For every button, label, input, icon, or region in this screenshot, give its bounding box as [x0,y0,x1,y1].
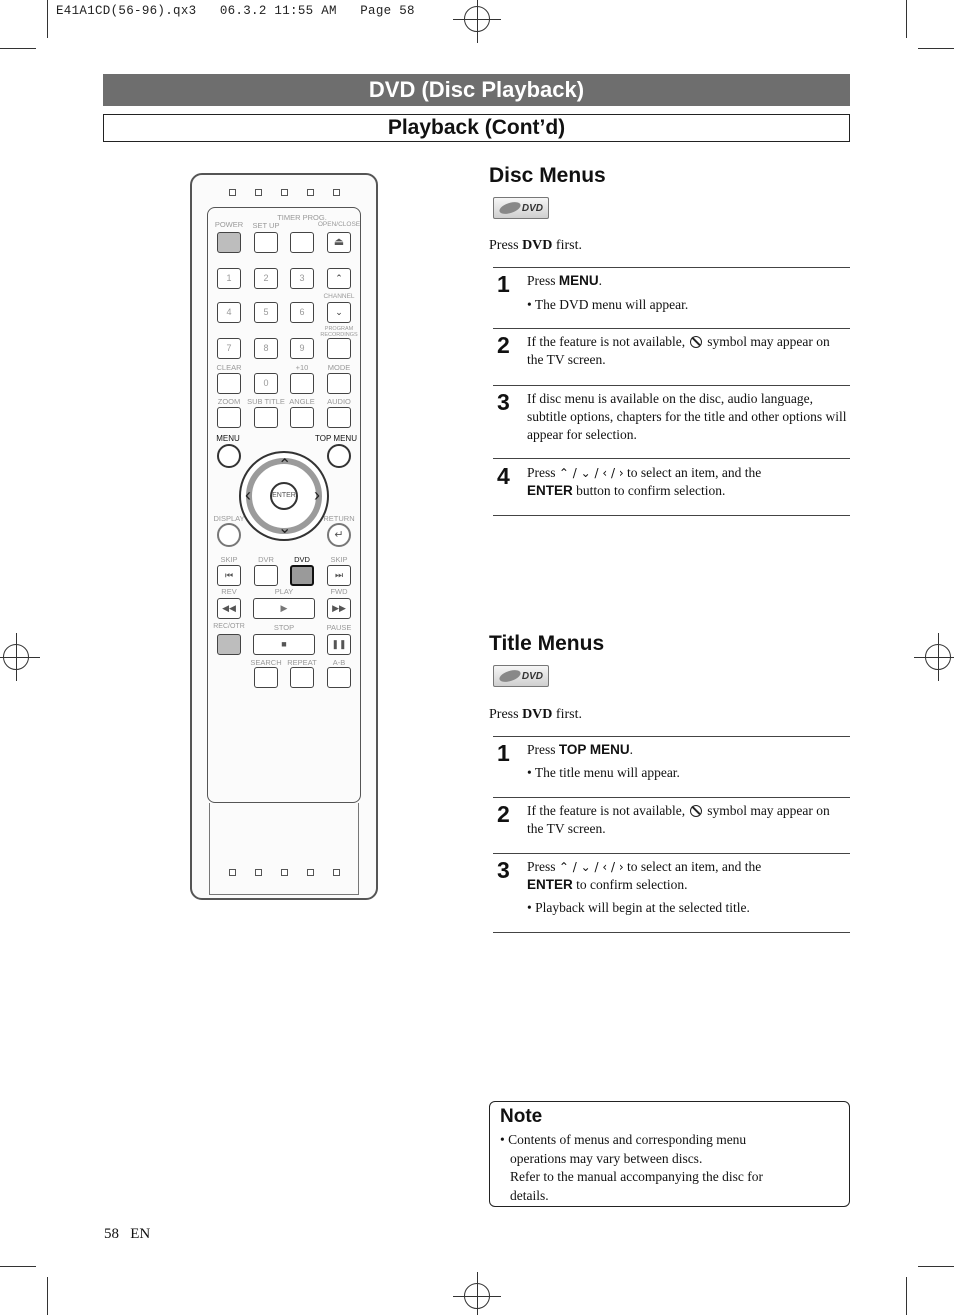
channel-down-button[interactable] [327,302,351,323]
title-step-1 [527,741,847,782]
eject-button[interactable] [327,232,351,253]
press-text: first. [552,238,582,253]
eject-icon: ⏏ [333,236,345,248]
program-button[interactable] [327,338,351,359]
disc-step-3: If disc menu is available on the disc, audio language, subtitle options, chapters for the title and other options will appear for selection. [527,391,847,442]
digit-9-button[interactable]: 9 [290,338,314,359]
step-text: button to confirm selection. [572,483,726,498]
plus10-label: +10 [295,363,309,372]
rule [493,458,850,459]
power-label: POWER [214,220,244,229]
down-arrow-icon[interactable]: ⌄ [278,520,292,537]
zoom-button[interactable] [217,407,241,428]
step-text: to select an item, and the [627,859,762,874]
skip-fwd-icon: ⏭ [334,570,344,580]
prohibited-icon [690,805,702,817]
digit-4-button[interactable]: 4 [217,302,241,323]
step-text: If the feature is not available, [527,803,686,818]
note-title: Note [500,1106,543,1127]
remote-led [229,189,236,196]
dvr-label: DVR [258,555,274,564]
press-key: DVD [522,238,553,253]
registration-mark [3,644,29,670]
mode-label: MODE [327,363,351,372]
topmenu-label: TOP MENU [315,434,357,443]
registration-mark [925,644,951,670]
subtitle-button[interactable] [254,407,278,428]
key-name: ENTER [527,877,573,892]
key-name: TOP MENU [558,742,630,757]
step-bullet: • Playback will begin at the selected title. [527,900,750,915]
note-line: operations may vary between discs. [510,1150,703,1166]
remote-led [307,869,314,876]
rule [493,385,850,386]
disc-step-4 [527,464,847,500]
audio-label: AUDIO [327,397,351,406]
arrow-keys-icon: ⌃ / ⌄ / ‹ / › [558,860,624,874]
note-line: Refer to the manual accompanying the disc for [510,1169,764,1184]
clear-label: CLEAR [216,363,242,372]
openclose-label: OPEN/CLOSE [317,221,361,228]
digit-2-button[interactable]: 2 [254,268,278,289]
key-name: ENTER [527,483,573,498]
prohibited-icon [690,336,702,348]
dvd-button[interactable] [290,565,314,586]
step-number: 3 [497,857,510,883]
search-label: SEARCH [250,658,282,667]
skip-fwd-button[interactable] [327,565,351,586]
registration-mark [464,6,490,32]
remote-led [255,189,262,196]
step-bullet: • The title menu will appear. [527,765,680,780]
step-bullet: • The DVD menu will appear. [527,297,689,312]
step-number: 1 [497,271,510,297]
step-text: to confirm selection. [572,877,688,892]
up-arrow-icon[interactable]: ⌃ [278,457,292,474]
print-slug: E41A1CD(56-96).qx3 06.3.2 11:55 AM Page 58 [56,4,415,18]
crop-mark [906,1277,907,1315]
left-arrow-icon[interactable]: ‹ [245,485,251,505]
right-arrow-icon[interactable]: › [314,485,320,505]
return-icon: ↵ [334,529,344,541]
crop-mark [0,48,36,49]
play-icon: ▶ [280,603,288,613]
step-text: . [598,273,603,288]
step-text: Press [527,465,556,480]
display-button[interactable] [217,523,241,547]
fwd-label: FWD [330,587,348,596]
remote-led [255,869,262,876]
crop-mark [918,1266,954,1267]
crop-mark [906,0,907,38]
note-body [500,1131,840,1205]
skip-fwd-label: SKIP [330,555,348,564]
rec-otr-button[interactable] [217,634,241,655]
dvd-label: DVD [294,555,310,564]
skip-back-button[interactable] [217,565,241,586]
step-number: 3 [497,389,510,415]
rule [493,932,850,933]
digit-3-button[interactable]: 3 [290,268,314,289]
return-button[interactable] [327,523,351,547]
play-label: PLAY [274,587,294,596]
section-subtitle: Playback (Cont’d) [103,114,850,142]
repeat-button[interactable] [290,667,314,688]
pause-button[interactable] [327,634,351,655]
remote-led [333,189,340,196]
key-name: MENU [558,273,599,288]
subtitle-label: SUB TITLE [247,397,285,406]
audio-button[interactable] [327,407,351,428]
clear-button[interactable] [217,373,241,394]
topmenu-button[interactable] [327,444,351,468]
title-press-instruction [489,707,582,723]
dvr-button[interactable] [254,565,278,586]
repeat-label: REPEAT [287,658,317,667]
note-line: details. [510,1187,549,1203]
crop-mark [918,48,954,49]
ab-label: A-B [332,658,346,667]
digit-0-button[interactable]: 0 [254,373,278,394]
press-text: Press [489,707,523,722]
angle-label: ANGLE [289,397,315,406]
rev-button[interactable] [217,598,241,619]
title-step-2 [527,802,847,838]
return-label: RETURN [323,514,355,523]
rule [493,267,850,268]
remote-bottom-panel [209,803,359,895]
step-number: 4 [497,463,510,489]
step-number: 2 [497,332,510,358]
digit-5-button[interactable]: 5 [254,302,278,323]
menu-label: MENU [216,434,240,443]
search-button[interactable] [254,667,278,688]
plus10-button[interactable] [290,373,314,394]
digit-1-button[interactable]: 1 [217,268,241,289]
registration-mark [464,1283,490,1309]
stop-label: STOP [273,623,295,632]
disc-step-2 [527,333,847,369]
fast-forward-icon: ▶▶ [332,603,346,613]
note-box [489,1101,850,1207]
timer-prog-button[interactable] [290,232,314,253]
setup-button[interactable] [254,232,278,253]
play-button[interactable] [253,598,315,619]
step-text: . [629,742,634,757]
step-text: symbol may appear on the TV screen. [527,334,830,367]
title-step-3 [527,858,847,917]
ab-button[interactable] [327,667,351,688]
rule [493,328,850,329]
power-button[interactable] [217,232,241,253]
digit-6-button[interactable]: 6 [290,302,314,323]
channel-up-button[interactable] [327,268,351,289]
crop-mark [47,0,48,38]
remote-led [307,189,314,196]
remote-led [229,869,236,876]
fwd-button[interactable] [327,598,351,619]
pause-label: PAUSE [326,623,352,632]
dvd-disc-icon: DVD [493,197,549,219]
angle-button[interactable] [290,407,314,428]
enter-button[interactable]: ENTER [270,482,298,510]
step-text: Press [527,273,559,288]
step-number: 1 [497,740,510,766]
crop-mark [47,1277,48,1315]
skip-back-label: SKIP [220,555,238,564]
stop-button[interactable] [253,634,315,655]
channel-label: CHANNEL [323,293,355,300]
step-text: to select an item, and the [627,465,762,480]
dvd-disc-icon: DVD [493,665,549,687]
step-text: Press [527,859,556,874]
timer-label: TIMER PROG. [277,213,327,222]
press-key: DVD [522,707,553,722]
skip-back-icon: ⏮ [224,570,234,580]
rule [493,853,850,854]
step-text: symbol may appear on the TV screen. [527,803,830,836]
arrow-keys-icon: ⌃ / ⌄ / ‹ / › [558,466,624,480]
press-text: first. [552,707,582,722]
step-text: Press [527,742,559,757]
remote-led [281,869,288,876]
disc-step-1 [527,272,847,314]
section-banner: DVD (Disc Playback) [103,74,850,106]
mode-button[interactable] [327,373,351,394]
digit-7-button[interactable]: 7 [217,338,241,359]
zoom-label: ZOOM [217,397,241,406]
program-label: PROGRAM RECORDINGS [320,326,358,338]
chevron-down-icon: ⌄ [335,307,343,317]
digit-8-button[interactable]: 8 [254,338,278,359]
crop-mark [0,1266,36,1267]
rewind-icon: ◀◀ [222,603,236,613]
pause-icon: ❚❚ [331,639,347,649]
note-line: • Contents of menus and corresponding menu [500,1132,747,1147]
rev-label: REV [221,587,237,596]
remote-led [333,869,340,876]
setup-label: SET UP [252,221,280,230]
menu-button[interactable] [217,444,241,468]
rule [493,797,850,798]
step-text: If the feature is not available, [527,334,686,349]
display-label: DISPLAY [213,514,245,523]
disc-menus-heading: Disc Menus [489,164,606,187]
rule [493,736,850,737]
rule [493,515,850,516]
disc-press-instruction [489,238,582,254]
page-number: 58 EN [104,1226,151,1242]
recotr-label: REC/OTR [213,623,245,630]
stop-icon: ■ [281,639,287,649]
step-number: 2 [497,801,510,827]
chevron-up-icon: ⌃ [335,273,343,283]
remote-led [281,189,288,196]
press-text: Press [489,238,523,253]
title-menus-heading: Title Menus [489,632,605,655]
